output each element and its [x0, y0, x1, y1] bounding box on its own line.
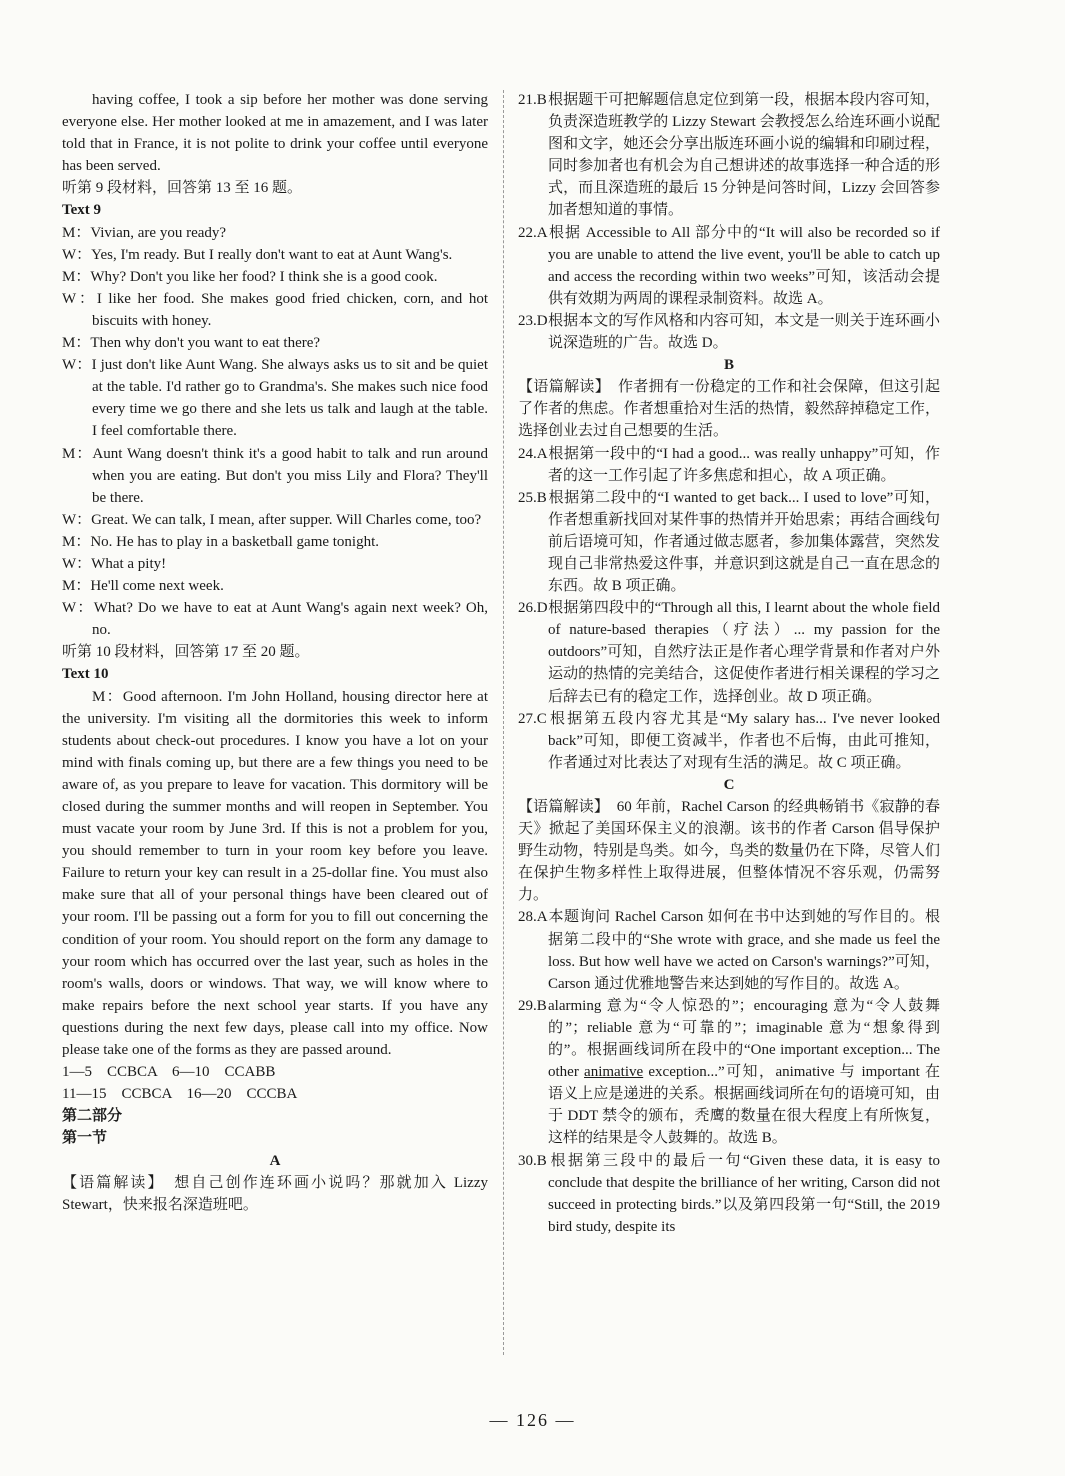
paragraph-text: M：He'll come next week. — [62, 578, 224, 595]
right-paragraph — [518, 89, 940, 222]
right-paragraph — [518, 310, 940, 354]
question-number: 29.B — [518, 997, 547, 1014]
question-number: 24.A — [518, 445, 548, 462]
paragraph-text: W：Yes, I'm ready. But I really don't want to eat at Aunt Wang's. — [62, 246, 453, 263]
right-paragraph — [518, 995, 940, 1150]
left-paragraph — [62, 1150, 488, 1172]
left-paragraph — [62, 531, 488, 553]
underlined-word: animative — [584, 1064, 644, 1081]
left-paragraph — [62, 1083, 488, 1105]
question-number: 27.C — [518, 710, 547, 727]
paragraph-text: 根据第一段中的“I had a good... was really unhappy”可知，作者的这一工作引起了许多焦虑和担心，故 A 项正确。 — [548, 445, 940, 484]
question-number: 26.D — [518, 600, 548, 617]
paragraph-text: W：Great. We can talk, I mean, after supper. Will Charles come, too? — [62, 511, 482, 528]
column-divider — [503, 90, 504, 1355]
right-column — [518, 89, 940, 1238]
right-paragraph — [518, 906, 940, 994]
paragraph-text: 根据题干可把解题信息定位到第一段，根据本段内容可知，负责深造班教学的 Lizzy Stewart 会教授怎么给连环画小说配图和文字，她还会分享出版连环画小说的编辑和印刷过程，同时参加者也有机会为自己想讲述的故事选择一种合适的形式，而且深造班的最后 15 分钟是问答时间，Lizzy 会回答参加者想知道的事情。 — [548, 92, 940, 219]
right-paragraph — [518, 796, 940, 906]
left-paragraph — [62, 1061, 488, 1083]
paragraph-text: 本题询问 Rachel Carson 如何在书中达到她的写作目的。根据第二段中的“She wrote with grace, and she made us feel the loss. But how well have we acted on Carson's warnings?”可知，Carson 通过优雅地警告来达到她的写作目的。故选 A。 — [548, 909, 940, 992]
right-paragraph — [518, 487, 940, 597]
left-paragraph — [62, 509, 488, 531]
left-paragraph — [62, 89, 488, 177]
paragraph-text: 听第 9 段材料，回答第 13 至 16 题。 — [62, 180, 303, 197]
left-column — [62, 89, 488, 1216]
paragraph-text: C — [723, 776, 735, 793]
left-paragraph — [62, 1127, 488, 1149]
right-paragraph — [518, 354, 940, 376]
paragraph-text: B — [723, 357, 734, 374]
left-paragraph — [62, 354, 488, 442]
left-paragraph — [62, 1172, 488, 1216]
question-number: 25.B — [518, 489, 547, 506]
paragraph-text: having coffee, I took a sip before her mother was done serving everyone else. Her mother looked at me in amazement, and I was later told that in France, it is not polite to drink your coffee until everyone has been served. — [62, 92, 488, 175]
right-paragraph — [518, 597, 940, 707]
left-paragraph — [62, 597, 488, 641]
question-number: 28.A — [518, 909, 548, 926]
paragraph-text: M：No. He has to play in a basketball game tonight. — [62, 533, 380, 550]
right-paragraph — [518, 376, 940, 442]
paragraph-text: W：I like her food. She makes good fried chicken, corn, and hot biscuits with honey. — [62, 290, 488, 329]
paragraph-text: 【语篇解读】 60 年前，Rachel Carson 的经典畅销书《寂静的春天》掀起了美国环保主义的浪潮。该书的作者 Carson 倡导保护野生动物，特别是鸟类。如今，鸟类的数量仍在下降，尽管人们在保护生物多样性上取得进展，但整体情况不容乐观，仍需努力。 — [518, 799, 940, 904]
paragraph-text: 第一节 — [62, 1130, 108, 1147]
right-paragraph — [518, 222, 940, 310]
paragraph-text: M：Then why don't you want to eat there? — [62, 335, 321, 352]
paragraph-text: Text 9 — [62, 202, 102, 219]
left-paragraph — [62, 443, 488, 509]
left-paragraph — [62, 1105, 488, 1127]
paragraph-text: 【语篇解读】 想自己创作连环画小说吗？那就加入 Lizzy Stewart，快来报名深造班吧。 — [62, 1174, 488, 1213]
left-paragraph — [62, 641, 488, 663]
paragraph-text: exception...”可知，animative 与 important 在语义上应是递进的关系。根据画线词所在句的语境可知，由于 DDT 禁令的颁布，秃鹰的数量在很大程度上有所恢复，这样的结果是令人鼓舞的。故选 B。 — [548, 1064, 940, 1147]
paragraph-text: A — [269, 1152, 281, 1169]
paragraph-text: 根据第五段内容尤其是“My salary has... I've never looked back”可知，即便工资减半，作者也不后悔，由此可推知，作者通过对比表达了对现有生活的满足。故 C 项正确。 — [548, 710, 940, 771]
left-paragraph — [62, 222, 488, 244]
left-paragraph — [62, 332, 488, 354]
paragraph-text: 1—5 CCBCA 6—10 CCABB — [62, 1064, 276, 1081]
paragraph-text: Text 10 — [62, 666, 109, 683]
paragraph-text: M：Aunt Wang doesn't think it's a good habit to talk and run around when you are eating. But don't you miss Lily and Flora? They'll be there. — [62, 445, 488, 506]
left-paragraph — [62, 663, 488, 685]
right-paragraph — [518, 708, 940, 774]
question-number: 30.B — [518, 1152, 547, 1169]
question-number: 21.B — [518, 92, 547, 108]
paragraph-text: 根据第四段中的“Through all this, I learnt about the whole field of nature-based therapies（疗法）... my passion for the outdoors”可知，自然疗法正是作者心理学背景和作者对户外运动的热情的完美结合，这促使作者进行相关课程的学习之后辞去已有的稳定工作，选择创业。故 D 项正确。 — [548, 600, 940, 705]
left-paragraph — [62, 266, 488, 288]
left-paragraph — [62, 686, 488, 1062]
paragraph-text: M：Vivian, are you ready? — [62, 224, 227, 241]
question-number: 22.A — [518, 224, 548, 241]
paragraph-text: 根据第三段中的最后一句“Given these data, it is easy to conclude that despite the brilliance of her writing, Carson did not succeed in protecting birds.”以及第四段第一句“Still, the 2019 bird study, despite its — [548, 1152, 940, 1235]
right-paragraph — [518, 1150, 940, 1238]
paragraph-text: 【语篇解读】 作者拥有一份稳定的工作和社会保障，但这引起了作者的焦虑。作者想重拾对生活的热情，毅然辞掉稳定工作，选择创业去过自己想要的生活。 — [518, 379, 940, 440]
paragraph-text: alarming 意为“令人惊恐的”；encouraging 意为“令人鼓舞的”；reliable 意为“可靠的”；imaginable 意为“想象得到的”。根据画线词所在段中的“One important exception... The other — [548, 997, 940, 1081]
right-paragraph — [518, 443, 940, 487]
paragraph-text: M：Why? Don't you like her food? I think she is a good cook. — [62, 268, 438, 285]
paragraph-text: 第二部分 — [62, 1108, 123, 1125]
paragraph-text: W：I just don't like Aunt Wang. She always asks us to sit and be quiet at the table. I'd rather go to Grandma's. She makes such nice food every time we go there and she lets us talk and laugh at the table. I feel comfortable there. — [62, 357, 488, 440]
paragraph-text: W：What a pity! — [62, 555, 167, 572]
left-paragraph — [62, 575, 488, 597]
left-paragraph — [62, 244, 488, 266]
paragraph-text: 听第 10 段材料，回答第 17 至 20 题。 — [62, 644, 310, 661]
paragraph-text: 根据 Accessible to All 部分中的“It will also be recorded so if you are unable to attend the live event, you'll be able to catch up and access the recording within two weeks”可知，该活动会提供有效期为两周的课程录制资料。故选 A。 — [548, 224, 940, 307]
left-paragraph — [62, 177, 488, 199]
paragraph-text: 根据第二段中的“I wanted to get back... I used to love”可知，作者想重新找回对某件事的热情并开始思索；再结合画线句前后语境可知，作者通过做志愿者，参加集体露营，突然发现自己非常热爱这件事，并意识到这就是自己一直在思念的东西。故 B 项正确。 — [548, 489, 940, 595]
right-paragraph — [518, 774, 940, 796]
paragraph-text: 根据本文的写作风格和内容可知，本文是一则关于连环画小说深造班的广告。故选 D。 — [548, 312, 940, 352]
page-number: — 126 — — [489, 1410, 576, 1430]
paragraph-text: W：What? Do we have to eat at Aunt Wang's again next week? Oh, no. — [62, 600, 488, 639]
paragraph-text: M：Good afternoon. I'm John Holland, housing director here at the university. I'm visiting all the dormitories this week to inform students about check-out procedures. I know you have a lot on your mind with finals coming up, but there are a few things you need to be aware of, as you prepare to leave for vacation. This dormitory will be closed during the summer months and will reopen in September. You must vacate your room by June 3rd. If this is not a problem for you, you should remember to turn in your room key before you leave. Failure to return your key can result in a 25-dollar fine. You must also make sure that all of your personal things have been cleared out of your room. I'll be passing out a form for you to fill out concerning the condition of your room. You should report on the form any damage to your room which has occurred over the last year, such as holes in the room's walls, doors or windows. That way, we will know where to make repairs before the next school year starts. If you have any questions during the next few days, please call into my office. Now please take one of the forms as they are passed around. — [62, 688, 488, 1059]
paragraph-text: 11—15 CCBCA 16—20 CCCBA — [62, 1086, 298, 1103]
left-paragraph — [62, 288, 488, 332]
left-paragraph — [62, 199, 488, 221]
question-number: 23.D — [518, 312, 548, 329]
left-paragraph — [62, 553, 488, 575]
